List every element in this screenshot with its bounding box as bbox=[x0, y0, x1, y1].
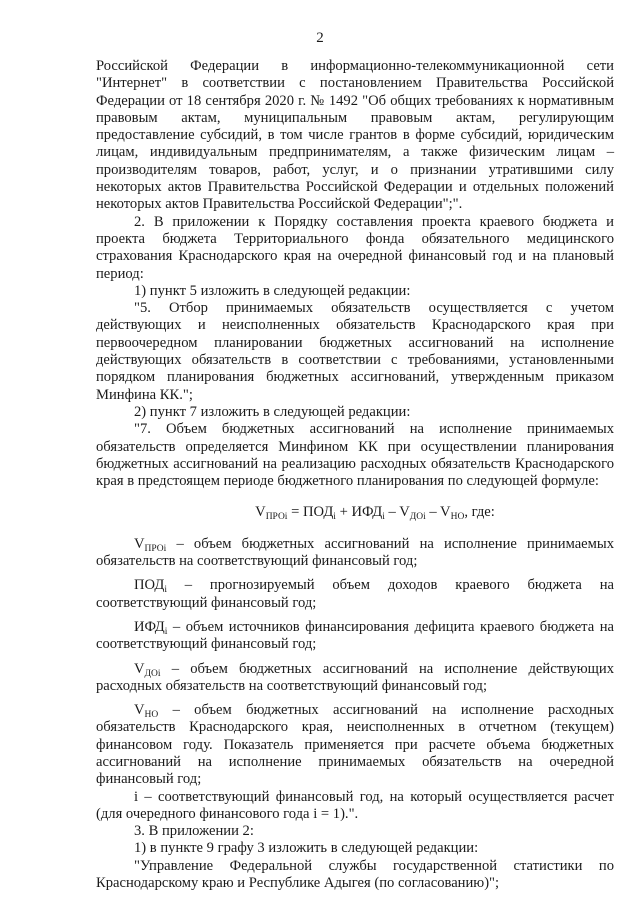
definition-v-no bbox=[96, 702, 614, 788]
formula-term: – V bbox=[384, 504, 410, 521]
formula-term: = ПОД bbox=[287, 504, 334, 521]
formula-term: + ИФД bbox=[335, 504, 383, 521]
definition-subscript: НО bbox=[144, 710, 159, 721]
definition-ifd bbox=[96, 619, 614, 654]
paragraph-item-3: 3. В приложении 2: bbox=[134, 823, 254, 840]
definition-v-do bbox=[96, 661, 614, 696]
definition-symbol: ПОД bbox=[134, 577, 165, 594]
paragraph-continuation: Российской Федерации в информационно-телекоммуникационной сети "Интернет" в соответствии с постановлением Правительства Российской Федерации от 18 сентября 2020 г. № 1492 "Об общих требованиях к нормативным правовым актам, муниципальным правовым актам, регулирующим предоставление субсидий, в том числе грантов в форме субсидий, юридическим лицам, индивидуальным предпринимателям, а также физическим лицам – производителям товаров, работ, услуг, и о признании утратившими силу некоторых актов Правительства Российской Федерации и отдельных положений некоторых актов Правительства Российской Федерации";". bbox=[96, 58, 614, 213]
formula-term: , где: bbox=[464, 504, 495, 521]
definition-text: – объем бюджетных ассигнований на исполнение расходных обязательств Краснодарского края, неисполненных в отчетном (текущем) финансовом году. Показатель применяется при расчете объема бюджетных ассигнований на исполнение принимаемых обязательств на очередной финансовый год; bbox=[96, 702, 614, 788]
paragraph-subitem-1b: 1) в пункте 9 графу 3 изложить в следующей редакции: bbox=[134, 840, 479, 857]
formula-subscript: i bbox=[333, 512, 336, 523]
definition-subscript: i bbox=[164, 626, 168, 637]
document-body bbox=[96, 58, 614, 892]
formula-subscript: НО bbox=[450, 512, 465, 523]
page-number: 2 bbox=[316, 30, 324, 46]
formula bbox=[96, 504, 614, 521]
formula-subscript: ДОi bbox=[409, 512, 426, 523]
definition-text: – объем источников финансирования дефицита краевого бюджета на соответствующий финансовый год; bbox=[96, 618, 614, 653]
definition-symbol: V bbox=[134, 660, 145, 677]
formula-subscript: ПРОi bbox=[265, 512, 288, 523]
paragraph-item-2: 2. В приложении к Порядку составления проекта краевого бюджета и проекта бюджета Территориального фонда обязательного медицинского страхования Краснодарского края на очередной финансовый год и на плановый период: bbox=[96, 213, 614, 282]
paragraph-subitem-1: 1) пункт 5 изложить в следующей редакции: bbox=[134, 282, 411, 299]
definition-subscript: i bbox=[164, 585, 167, 596]
paragraph-quote-7: "7. Объем бюджетных ассигнований на исполнение принимаемых обязательств определяется Минфином КК при осуществлении планирования бюджетных ассигнований на реализацию расходных обязательств Краснодарского края в предстоящем периоде бюджетного планирования по следующей формуле: bbox=[96, 421, 614, 490]
definition-text: – объем бюджетных ассигнований на исполнение действующих расходных обязательств на соответствующий финансовый год; bbox=[96, 660, 614, 694]
paragraph-quote-rosstat: "Управление Федеральной службы государственной статистики по Краснодарскому краю и Республике Адыгея (по согласованию)"; bbox=[96, 857, 614, 892]
definition-subscript: ДОi bbox=[144, 668, 161, 679]
definition-pod bbox=[96, 577, 614, 612]
definition-subscript: ПРОi bbox=[144, 543, 167, 554]
definition-v-pro bbox=[96, 536, 614, 571]
formula-subscript: i bbox=[382, 512, 385, 523]
paragraph-quote-5: "5. Отбор принимаемых обязательств осуществляется с учетом действующих и неисполненных обязательств Краснодарского края при первоочередном планировании бюджетных ассигнований на исполнение действующих обязательств в соответствии с требованиями, установленными порядком планирования бюджетных ассигнований, утвержденным приказом Минфина КК."; bbox=[96, 300, 614, 403]
definition-text: – объем бюджетных ассигнований на исполнение принимаемых обязательств на соответствующий финансовый год; bbox=[96, 535, 614, 570]
definition-symbol: V bbox=[134, 535, 145, 552]
paragraph-subitem-2: 2) пункт 7 изложить в следующей редакции: bbox=[134, 403, 411, 420]
definition-symbol: ИФД bbox=[134, 618, 165, 635]
formula-symbol: V bbox=[255, 504, 266, 521]
formula-term: – V bbox=[425, 504, 451, 521]
definition-text: – прогнозируемый объем доходов краевого бюджета на соответствующий финансовый год; bbox=[96, 577, 614, 611]
definition-i: i – соответствующий финансовый год, на который осуществляется расчет (для очередного финансового года i = 1).". bbox=[96, 788, 614, 822]
definition-symbol: V bbox=[134, 702, 145, 719]
